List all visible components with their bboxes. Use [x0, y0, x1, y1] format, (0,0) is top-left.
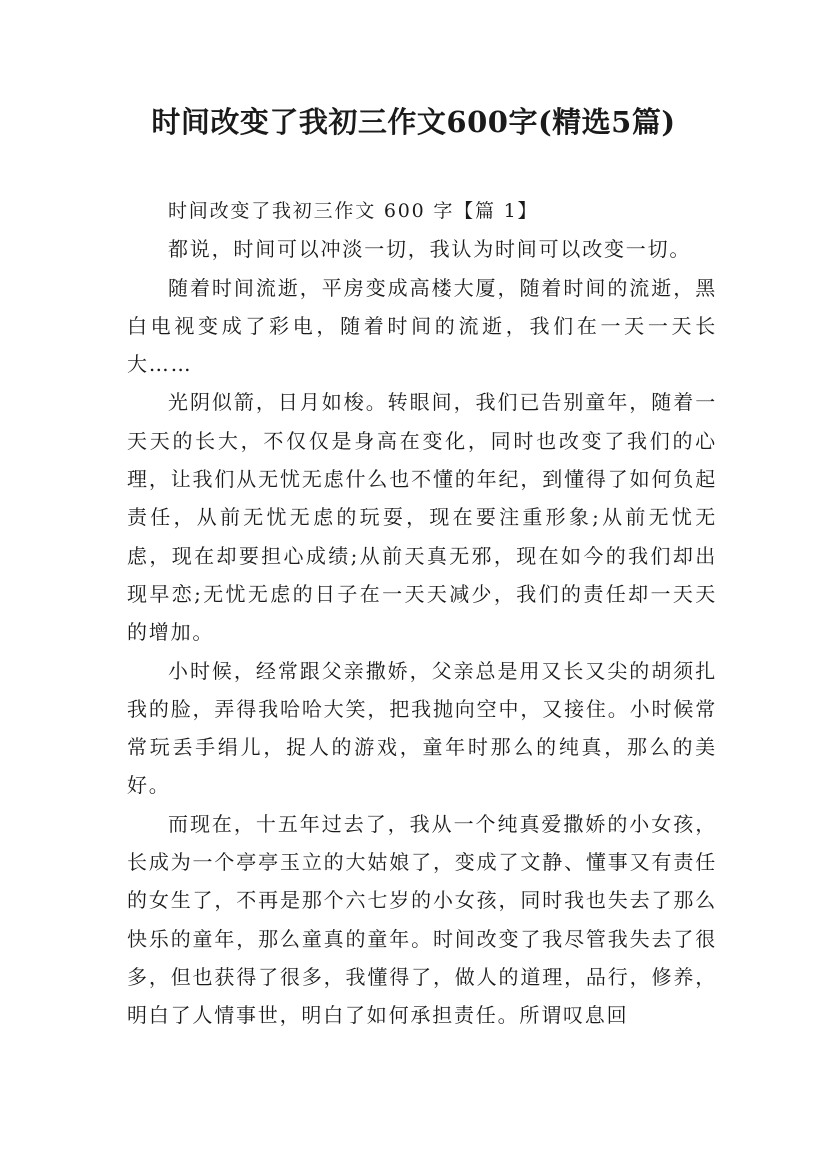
- paragraph-5: 而现在，十五年过去了，我从一个纯真爱撒娇的小女孩，长成为一个亭亭玉立的大姑娘了，变成了文静、懂事又有责任的女生了，不再是那个六七岁的小女孩，同时我也失去了那么快乐的童年，那么童真的童年。时间改变了我尽管我失去了很多，但也获得了很多，我懂得了，做人的道理，品行，修养，明白了人情事世，明白了如何承担责任。所谓叹息回: [127, 811, 717, 1028]
- paragraph-2: 随着时间流逝，平房变成高楼大厦，随着时间的流逝，黑白电视变成了彩电，随着时间的流逝，我们在一天一天长大……: [127, 275, 717, 377]
- paragraph-1: 都说，时间可以冲淡一切，我认为时间可以改变一切。: [168, 237, 692, 262]
- paragraph-4: 小时候，经常跟父亲撒娇，父亲总是用又长又尖的胡须扎我的脸，弄得我哈哈大笑，把我抛向空中，又接住。小时候常常玩丢手绢儿，捉人的游戏，童年时那么的纯真，那么的美好。: [127, 658, 717, 798]
- document-body: [127, 192, 717, 1035]
- section-heading: 时间改变了我初三作文 600 字【篇 1】: [168, 200, 539, 222]
- document-title: 时间改变了我初三作文600字(精选5篇): [151, 105, 676, 139]
- paragraph-3: 光阴似箭，日月如梭。转眼间，我们已告别童年，随着一天天的长大，不仅仅是身高在变化，同时也改变了我们的心理，让我们从无忧无虑什么也不懂的年纪，到懂得了如何负起责任，从前无忧无虑的玩耍，现在要注重形象;从前无忧无虑，现在却要担心成绩;从前天真无邪，现在如今的我们却出现早恋;无忧无虑的日子在一天天减少，我们的责任却一天天的增加。: [127, 390, 717, 645]
